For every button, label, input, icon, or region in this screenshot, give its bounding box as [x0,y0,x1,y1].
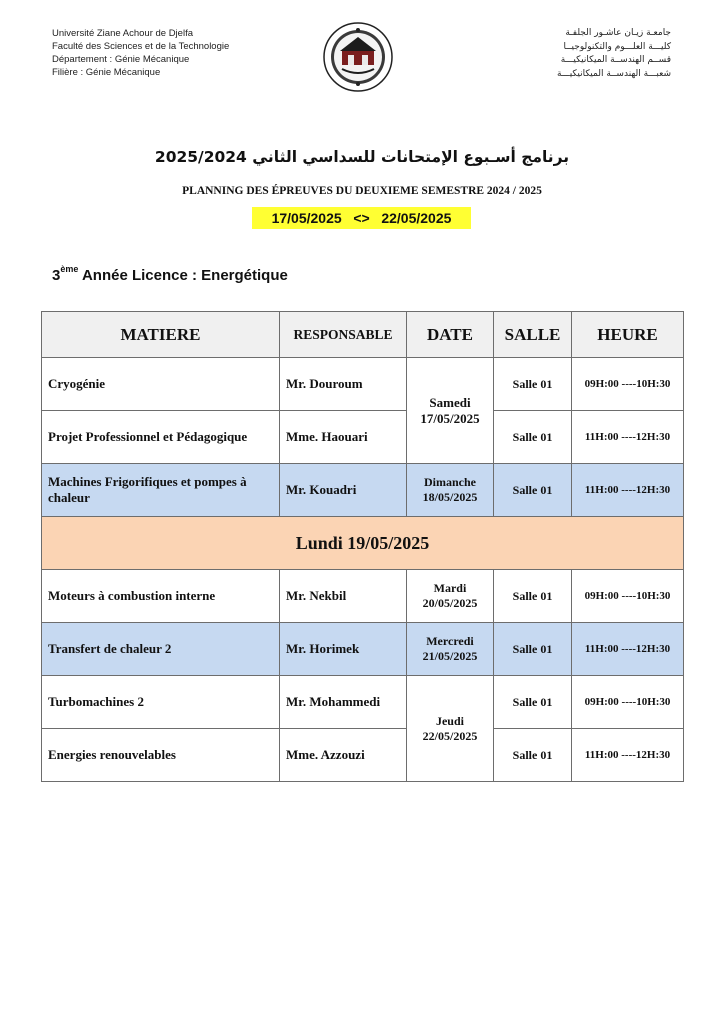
table-header-row [42,312,684,358]
table-row [42,464,684,517]
cell-heure: 09H:00 ----10H:30 [572,570,684,623]
cell-responsable: Mr. Douroum [280,358,407,411]
cell-heure: 11H:00 ----12H:30 [572,623,684,676]
cell-responsable: Mr. Nekbil [280,570,407,623]
cell-heure: 09H:00 ----10H:30 [572,358,684,411]
table-row [42,570,684,623]
cell-salle: Salle 01 [494,676,572,729]
field-name: Filière : Génie Mécanique [52,67,161,78]
cell-responsable: Mr. Kouadri [280,464,407,517]
title-arabic: برنامج أسـبوع الإمتحانات للسداسي الثاني 2025/2024 [154,148,570,166]
header-left [52,27,229,79]
cell-responsable: Mme. Azzouzi [280,729,407,782]
cell-date-merged [407,676,494,782]
table-row [42,676,684,729]
level-title [52,266,288,284]
cell-matiere: Projet Professionnel et Pédagogique [42,411,280,464]
table-row [42,729,684,782]
cell-salle: Salle 01 [494,570,572,623]
header-heure: HEURE [572,312,684,358]
university-name-ar: جامعـة زيـان عاشـور الجلفـة [565,28,671,38]
date-value: 20/05/2025 [422,596,478,610]
cell-matiere: Machines Frigorifiques et pompes à chaleur [42,464,280,517]
title-french: PLANNING DES ÉPREUVES DU DEUXIEME SEMESTRE 2024 / 2025 [182,185,542,197]
cell-salle: Salle 01 [494,729,572,782]
cell-matiere: Energies renouvelables [42,729,280,782]
field-name-ar: شعبـــة الهندســة الميكانيكيـــة [556,68,671,79]
cell-matiere: Cryogénie [42,358,280,411]
table-row [42,623,684,676]
department-name-ar: قســم الهندســة الميكانيكيـــة [560,55,671,65]
cell-date [407,570,494,623]
cell-heure: 11H:00 ----12H:30 [572,411,684,464]
cell-date [407,623,494,676]
date-value: 17/05/2025 [420,410,480,426]
faculty-name-ar: كليـــة العلـــوم والتكنولوجيــا [563,41,671,52]
date-range: 17/05/2025 <> 22/05/2025 [252,207,471,229]
cell-matiere: Transfert de chaleur 2 [42,623,280,676]
date-day: Samedi [429,394,471,410]
department-name: Département : Génie Mécanique [52,54,190,65]
header-right [557,27,671,81]
date-day: Mercredi [426,634,474,648]
university-name: Université Ziane Achour de Djelfa [52,28,193,39]
date-value: 21/05/2025 [422,649,478,663]
cell-salle: Salle 01 [494,464,572,517]
cell-matiere: Turbomachines 2 [42,676,280,729]
date-day: Mardi [433,581,467,595]
date-value: 22/05/2025 [422,728,478,743]
cell-heure: 09H:00 ----10H:30 [572,676,684,729]
header-responsable: RESPONSABLE [280,312,407,358]
table-row [42,358,684,411]
cell-salle: Salle 01 [494,623,572,676]
cell-responsable: Mr. Mohammedi [280,676,407,729]
faculty-name: Faculté des Sciences et de la Technologie [52,41,230,52]
table-row [42,411,684,464]
exam-schedule-table [41,311,684,782]
header-date: DATE [407,312,494,358]
header-matiere: MATIERE [42,312,280,358]
cell-responsable: Mme. Haouari [280,411,407,464]
cell-salle: Salle 01 [494,358,572,411]
header-salle: SALLE [494,312,572,358]
cell-responsable: Mr. Horimek [280,623,407,676]
cell-heure: 11H:00 ----12H:30 [572,729,684,782]
date-day: Dimanche [424,475,476,489]
cell-heure: 11H:00 ----12H:30 [572,464,684,517]
day-off-row [42,517,684,570]
level-text: Année Licence : Energétique [78,267,288,284]
cell-matiere: Moteurs à combustion interne [42,570,280,623]
cell-date [407,464,494,517]
cell-date-merged [407,358,494,464]
university-seal-icon [322,21,394,93]
level-number: 3 [52,267,61,284]
date-value: 18/05/2025 [422,490,478,504]
level-superscript: ème [60,264,79,274]
cell-salle: Salle 01 [494,411,572,464]
day-off-label: Lundi 19/05/2025 [42,517,684,570]
date-day: Jeudi [435,713,464,728]
